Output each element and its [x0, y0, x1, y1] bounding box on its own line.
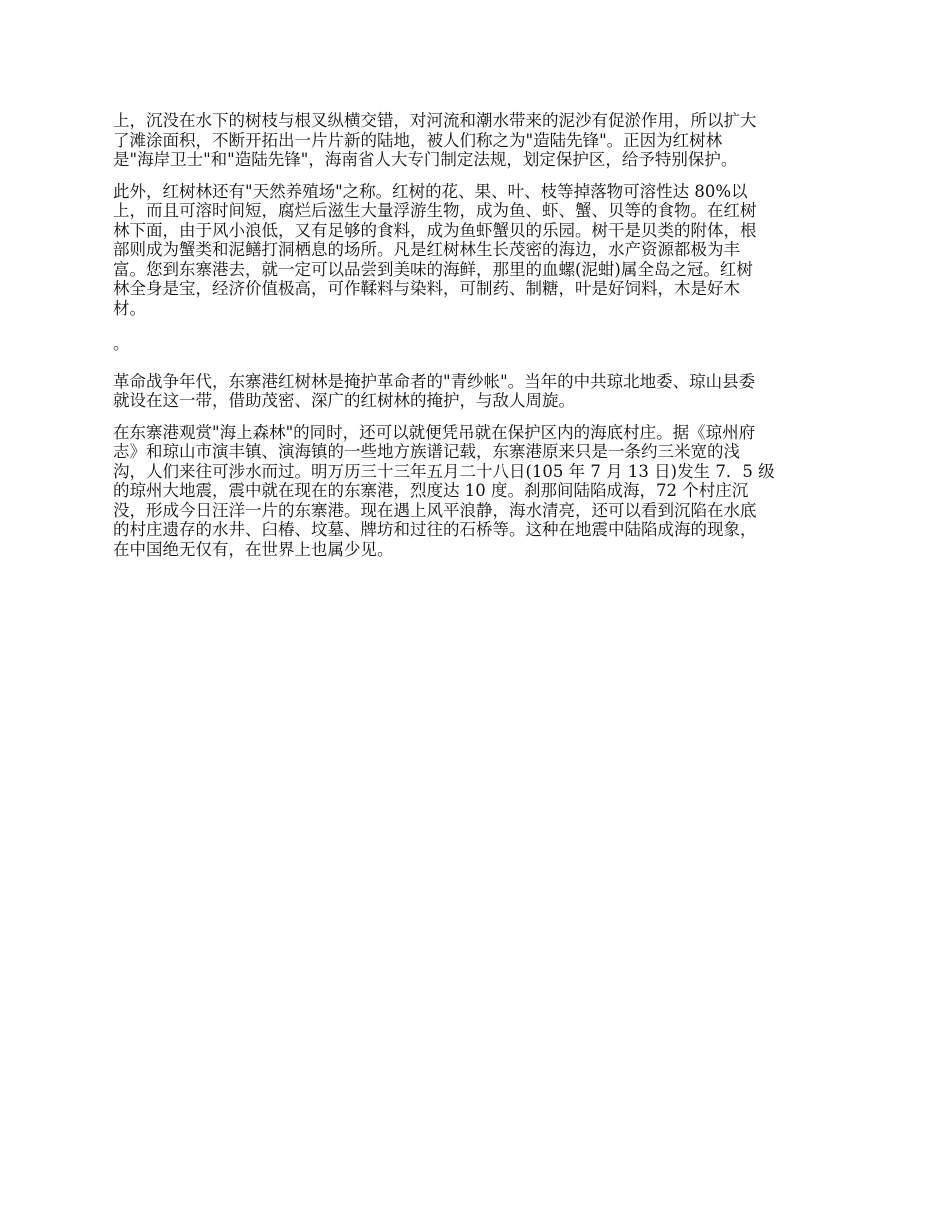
paragraph-mangrove-protection: 上，沉没在水下的树枝与根叉纵横交错，对河流和潮水带来的泥沙有促淤作用，所以扩大 了滩涂面积，不断开拓出一片片新的陆地，被人们称之为"造陆先锋"。正因为红树林 是"海岸卫士"和"造陆先锋"，海南省人大专门制定法规，划定保护区，给予特别保护。	[113, 111, 757, 169]
document-body	[113, 111, 840, 571]
paragraph-natural-farm: 此外，红树林还有"天然养殖场"之称。红树的花、果、叶、枝等掉落物可溶性达 80%以 上，而且可溶时间短，腐烂后滋生大量浮游生物，成为鱼、虾、蟹、贝等的食物。在红树 林下面，由于风小浪低，又有足够的食料，成为鱼虾蟹贝的乐园。树干是贝类的附体，根 部则成为蟹类和泥鳝打洞栖息的场所。凡是红树林生长茂密的海边，水产资源都极为丰 富。您到东寨港去，就一定可以品尝到美味的海鲜，那里的血螺(泥蚶)属全岛之冠。红树 林全身是宝，经济价值极高，可作鞣料与染料，可制药、制糖，叶是好饲料，木是好木 材。	[113, 181, 757, 318]
paragraph-period: 。	[113, 334, 130, 353]
paragraph-revolution: 革命战争年代，东寨港红树林是掩护革命者的"青纱帐"。当年的中共琼北地委、琼山县委 就设在这一带，借助茂密、深广的红树林的掩护，与敌人周旋。	[113, 371, 756, 410]
paragraph-undersea-village: 在东寨港观赏"海上森林"的同时，还可以就便凭吊就在保护区内的海底村庄。据《琼州府 志》和琼山市演丰镇、演海镇的一些地方族谱记载，东寨港原来只是一条约三米宽的浅 沟，人们来往可涉水而过。明万历三十三年五月二十八日(105 年 7 月 13 日)发生 7．5 级 的琼州大地震，震中就在现在的东寨港，烈度达 10 度。刹那间陆陷成海，72 个村庄沉 没，形成今日汪洋一片的东寨港。现在遇上风平浪静，海水清亮，还可以看到沉陷在水底 的村庄遗存的水井、臼椿、坟墓、牌坊和过往的石桥等。这种在地震中陆陷成海的现象， 在中国绝无仅有，在世界上也属少见。	[113, 422, 775, 559]
